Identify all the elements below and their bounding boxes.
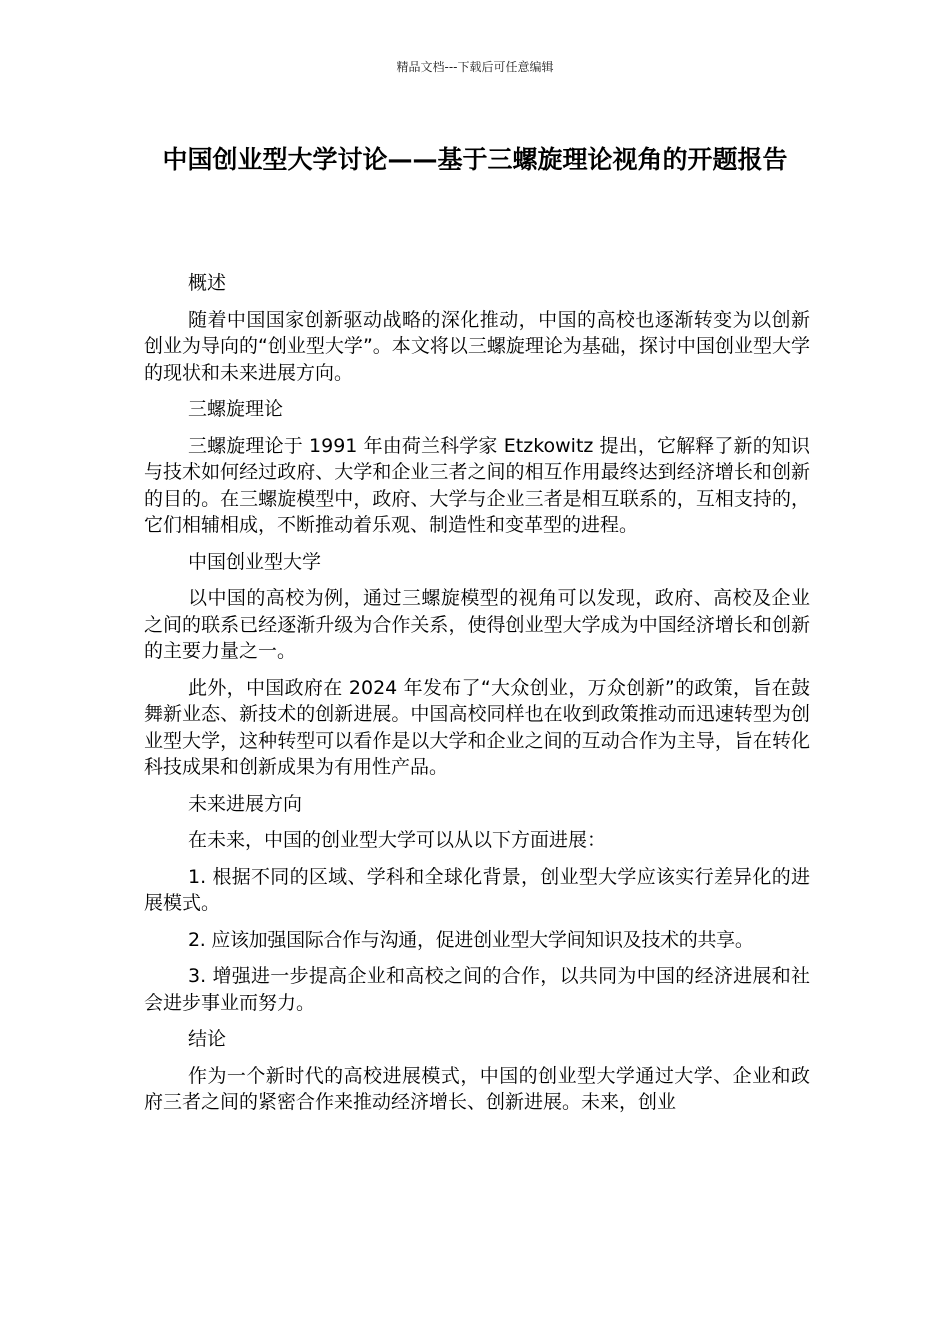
section-heading-overview: 概述 [188,272,227,294]
section-heading-triple-helix: 三螺旋理论 [188,398,284,420]
paragraph-chinese-university-2: 此外，中国政府在 2024 年发布了“大众创业，万众创新”的政策，旨在鼓舞新业态、新技术的创新进展。中国高校同样也在收到政策推动而迅速转型为创业型大学，这种转型可以看作是以大学和企业之间的互动合作为主导，旨在转化科技成果和创新成果为有用性产品。 [144,676,810,778]
section-heading-chinese-entrepreneurial-university: 中国创业型大学 [188,550,322,573]
paragraph-chinese-university-1: 以中国的高校为例，通过三螺旋模型的视角可以发现，政府、高校及企业之间的联系已经逐渐升级为合作关系，使得创业型大学成为中国经济增长和创新的主要力量之一。 [144,587,810,662]
document-title: 中国创业型大学讨论——基于三螺旋理论视角的开题报告 [162,145,788,174]
list-item-future-1: 1. 根据不同的区域、学科和全球化背景，创业型大学应该实行差异化的进展模式。 [144,865,810,914]
list-item-future-3: 3. 增强进一步提高企业和高校之间的合作，以共同为中国的经济进展和社会进步事业而努力。 [144,965,810,1014]
paragraph-overview: 随着中国国家创新驱动战略的深化推动，中国的高校也逐渐转变为以创新创业为导向的“创业型大学”。本文将以三螺旋理论为基础，探讨中国创业型大学的现状和未来进展方向。 [144,308,810,384]
section-heading-future-direction: 未来进展方向 [188,792,303,815]
paragraph-future-intro: 在未来，中国的创业型大学可以从以下方面进展： [188,829,607,851]
page-header-note: 精品文档---下载后可任意编辑 [396,60,554,74]
paragraph-triple-helix: 三螺旋理论于 1991 年由荷兰科学家 Etzkowitz 提出，它解释了新的知识与技术如何经过政府、大学和企业三者之间的相互作用最终达到经济增长和创新的目的。在三螺旋模型中，政府、大学与企业三者是相互联系的，互相支持的，它们相辅相成，不断推动着乐观、制造性和变革型的进程。 [144,434,810,536]
section-heading-conclusion: 结论 [188,1028,227,1050]
paragraph-conclusion: 作为一个新时代的高校进展模式，中国的创业型大学通过大学、企业和政府三者之间的紧密合作来推动经济增长、创新进展。未来，创业 [144,1064,810,1113]
list-item-future-2: 2. 应该加强国际合作与沟通，促进创业型大学间知识及技术的共享。 [188,928,754,951]
document-body [144,270,810,1126]
